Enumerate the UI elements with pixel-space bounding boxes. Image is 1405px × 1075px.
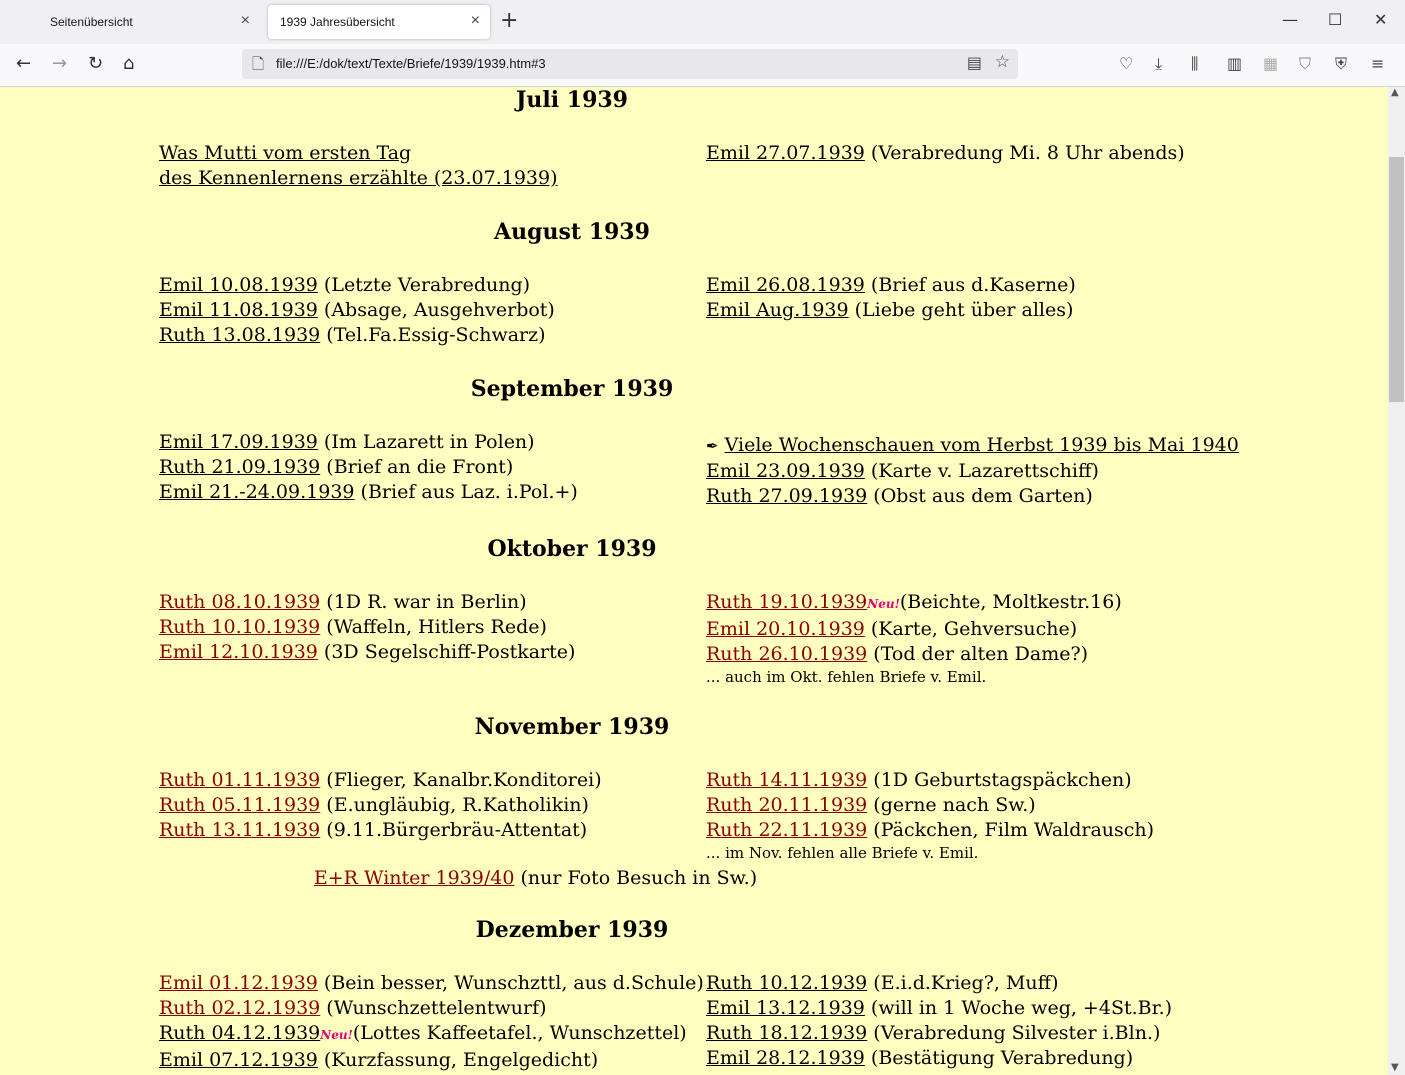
pocket-icon[interactable]: ♡ xyxy=(1119,54,1134,73)
list-item xyxy=(706,141,1185,166)
list-item xyxy=(706,642,1122,667)
letter-link[interactable]: Ruth 21.09.1939 xyxy=(159,456,321,478)
new-tab-icon[interactable]: + xyxy=(500,8,519,33)
letter-link[interactable]: Emil 01.12.1939 xyxy=(159,972,318,994)
letter-link[interactable]: Emil 28.12.1939 xyxy=(706,1047,865,1069)
letter-link[interactable]: Ruth 08.10.1939 xyxy=(159,591,321,613)
vertical-scrollbar[interactable] xyxy=(1388,87,1405,1075)
scroll-up-icon[interactable]: ▲ xyxy=(1391,87,1399,98)
back-icon[interactable]: ← xyxy=(16,53,32,74)
letter-description: (Im Lazarett in Polen) xyxy=(317,431,535,453)
winter-line xyxy=(0,867,1071,889)
letter-link[interactable]: Ruth 14.11.1939 xyxy=(706,769,868,791)
tab-label: 1939 Jahresübersicht xyxy=(280,15,395,29)
url-bar[interactable] xyxy=(242,49,1018,79)
letter-link[interactable]: Ruth 10.10.1939 xyxy=(159,616,321,638)
forward-icon[interactable]: → xyxy=(52,53,68,74)
letter-link[interactable]: Emil 20.10.1939 xyxy=(706,618,865,640)
letter-link[interactable]: Emil 26.08.1939 xyxy=(706,274,865,296)
letter-description: (Karte v. Lazarettschiff) xyxy=(864,460,1099,482)
letter-link[interactable]: Emil 07.12.1939 xyxy=(159,1049,318,1071)
list-item xyxy=(706,617,1122,642)
letter-description: (Beichte, Moltkestr.16) xyxy=(899,591,1122,613)
letter-description: (1D Geburtstagspäckchen) xyxy=(867,769,1132,791)
list-item xyxy=(159,430,578,455)
letter-link[interactable]: Emil 13.12.1939 xyxy=(706,997,865,1019)
list-item xyxy=(159,768,602,793)
letter-link[interactable]: Emil 12.10.1939 xyxy=(159,641,318,663)
winter-photo-link[interactable]: E+R Winter 1939/40 xyxy=(313,867,515,889)
month-heading: September 1939 xyxy=(470,376,674,402)
list-item xyxy=(706,768,1154,793)
list-item xyxy=(159,996,704,1021)
letter-description: (Liebe geht über alles) xyxy=(848,299,1074,321)
list-item xyxy=(159,273,555,298)
list-item xyxy=(159,480,578,505)
letter-link[interactable]: Emil 23.09.1939 xyxy=(706,460,865,482)
list-item xyxy=(706,996,1172,1021)
letter-link[interactable]: Emil 27.07.1939 xyxy=(706,142,865,164)
letter-link[interactable]: Ruth 02.12.1939 xyxy=(159,997,321,1019)
letter-link[interactable]: Was Mutti vom ersten Tag xyxy=(159,142,412,164)
missing-letters-note: ... im Nov. fehlen alle Briefe v. Emil. xyxy=(706,844,979,862)
wochenschau-link[interactable]: Viele Wochenschauen vom Herbst 1939 bis Mai 1940 xyxy=(724,434,1239,456)
letter-description: (Päckchen, Film Waldrausch) xyxy=(867,819,1155,841)
left-column xyxy=(159,971,704,1073)
month-heading: Juli 1939 xyxy=(515,87,628,113)
letter-description: (Brief aus Laz. i.Pol.+) xyxy=(354,481,578,503)
letter-description: (Kurzfassung, Engelgedicht) xyxy=(317,1049,599,1071)
letter-link[interactable]: Ruth 10.12.1939 xyxy=(706,972,868,994)
right-column xyxy=(706,971,1172,1071)
letter-description: (E.i.d.Krieg?, Muff) xyxy=(867,972,1059,994)
letter-description: (Bestätigung Verabredung) xyxy=(864,1047,1134,1069)
list-item xyxy=(159,323,555,348)
home-icon[interactable]: ⌂ xyxy=(123,53,135,74)
letter-description: (E.ungläubig, R.Katholikin) xyxy=(320,794,589,816)
letter-description: (Tel.Fa.Essig-Schwarz) xyxy=(320,324,546,346)
reload-icon[interactable]: ↻ xyxy=(88,53,104,74)
right-column xyxy=(706,141,1185,166)
letter-description: (Absage, Ausgehverbot) xyxy=(317,299,555,321)
letter-description: (Wunschzettelentwurf) xyxy=(320,997,547,1019)
letter-link[interactable]: Ruth 13.08.1939 xyxy=(159,324,321,346)
letter-description: (Waffeln, Hitlers Rede) xyxy=(320,616,547,638)
letter-link[interactable]: Ruth 13.11.1939 xyxy=(159,819,321,841)
list-item xyxy=(706,298,1076,323)
list-item xyxy=(159,793,602,818)
bookmark-star-icon[interactable]: ☆ xyxy=(994,52,1010,72)
protection-icon[interactable]: ⛨ xyxy=(1335,54,1348,73)
letter-link[interactable]: Emil 17.09.1939 xyxy=(159,431,318,453)
list-item xyxy=(159,818,602,843)
maximize-icon[interactable]: ☐ xyxy=(1328,10,1343,29)
scroll-down-icon[interactable]: ▼ xyxy=(1391,1062,1399,1073)
left-column xyxy=(159,430,578,505)
list-item xyxy=(706,273,1076,298)
letter-description: (Tod der alten Dame?) xyxy=(867,643,1089,665)
letter-link[interactable]: Ruth 19.10.1939 xyxy=(706,591,868,613)
list-item xyxy=(159,640,575,665)
letter-description: (Verabredung Silvester i.Bln.) xyxy=(867,1022,1161,1044)
new-badge: Neu! xyxy=(320,1028,353,1042)
winter-description: (nur Foto Besuch in Sw.) xyxy=(514,867,758,889)
page-icon: 🗋 xyxy=(252,55,265,73)
list-item xyxy=(159,615,575,640)
letter-description: (Bein besser, Wunschzttl, aus d.Schule) xyxy=(317,972,704,994)
tab-label: Seitenübersicht xyxy=(50,15,133,29)
download-icon[interactable]: ⤓ xyxy=(1155,54,1163,73)
letter-link[interactable]: des Kennenlernens erzählte (23.07.1939) xyxy=(159,167,558,189)
pen-icon: ✒ xyxy=(706,437,719,455)
month-heading: Dezember 1939 xyxy=(475,917,669,943)
minimize-icon[interactable]: — xyxy=(1282,10,1298,29)
month-heading: Oktober 1939 xyxy=(487,536,657,562)
tab-1939-jahresuebersicht[interactable] xyxy=(268,5,490,39)
menu-icon[interactable]: ≡ xyxy=(1371,54,1385,73)
list-item xyxy=(706,590,1122,617)
list-item xyxy=(159,590,575,615)
list-item xyxy=(159,971,704,996)
letter-description: (will in 1 Woche weg, +4St.Br.) xyxy=(864,997,1173,1019)
close-tab-icon[interactable]: × xyxy=(240,12,250,29)
list-item xyxy=(159,298,555,323)
list-item xyxy=(706,433,1239,459)
close-tab-icon[interactable]: × xyxy=(470,12,480,29)
month-heading: August 1939 xyxy=(494,219,650,245)
url-text[interactable]: file:///E:/dok/text/Texte/Briefe/1939/1939.htm#3 xyxy=(276,56,546,71)
tab-seitenuebersicht[interactable] xyxy=(38,5,260,39)
right-column xyxy=(706,433,1239,509)
left-column xyxy=(159,141,558,191)
left-column xyxy=(159,768,602,843)
new-badge: Neu! xyxy=(867,597,900,611)
list-item xyxy=(706,484,1239,509)
letter-link[interactable]: Emil 21.-24.09.1939 xyxy=(159,481,355,503)
letter-link[interactable]: Ruth 20.11.1939 xyxy=(706,794,868,816)
letter-link[interactable]: Ruth 27.09.1939 xyxy=(706,485,868,507)
list-item xyxy=(706,818,1154,843)
right-column xyxy=(706,590,1122,687)
letter-description: (1D R. war in Berlin) xyxy=(320,591,527,613)
list-item xyxy=(159,455,578,480)
left-column xyxy=(159,590,575,665)
window-close-icon[interactable]: ✕ xyxy=(1374,10,1388,29)
tab-bar xyxy=(0,0,1405,44)
list-item xyxy=(706,793,1154,818)
missing-letters-note: ... auch im Okt. fehlen Briefe v. Emil. xyxy=(706,668,987,686)
letter-description: (Obst aus dem Garten) xyxy=(867,485,1093,507)
library-icon[interactable]: ⫼ xyxy=(1191,54,1199,73)
reader-icon[interactable]: ▤ xyxy=(966,53,982,72)
month-heading: November 1939 xyxy=(474,714,670,740)
letter-link[interactable]: Emil 11.08.1939 xyxy=(159,299,318,321)
list-item xyxy=(706,1046,1172,1071)
letter-description: (3D Segelschiff-Postkarte) xyxy=(317,641,576,663)
list-item xyxy=(706,459,1239,484)
navigation-toolbar xyxy=(0,44,1405,87)
reader-view-icon[interactable]: ▦ xyxy=(1263,54,1279,73)
letter-link[interactable]: Emil 10.08.1939 xyxy=(159,274,318,296)
page-content xyxy=(0,87,1388,1075)
letter-link[interactable]: Ruth 05.11.1939 xyxy=(159,794,321,816)
letter-description: (Karte, Gehversuche) xyxy=(864,618,1078,640)
letter-description: (Lottes Kaffeetafel., Wunschzettel) xyxy=(352,1022,687,1044)
letter-description: (Brief an die Front) xyxy=(320,456,514,478)
letter-description: (Letzte Verabredung) xyxy=(317,274,531,296)
list-item xyxy=(706,1021,1172,1046)
letter-link[interactable]: Ruth 01.11.1939 xyxy=(159,769,321,791)
left-column xyxy=(159,273,555,348)
list-item xyxy=(706,971,1172,996)
letter-description: (Verabredung Mi. 8 Uhr abends) xyxy=(864,142,1185,164)
letter-description: (gerne nach Sw.) xyxy=(867,794,1036,816)
sidebar-icon[interactable]: ▥ xyxy=(1227,54,1243,73)
list-item xyxy=(159,1048,704,1073)
shield-icon[interactable]: ⛉ xyxy=(1299,54,1312,73)
letter-link[interactable]: Emil Aug.1939 xyxy=(706,299,849,321)
letter-description: (9.11.Bürgerbräu-Attentat) xyxy=(320,819,588,841)
right-column xyxy=(706,273,1076,323)
list-item xyxy=(159,1021,704,1048)
letter-link[interactable]: Ruth 18.12.1939 xyxy=(706,1022,868,1044)
letter-link[interactable]: Ruth 04.12.1939 xyxy=(159,1022,321,1044)
right-column xyxy=(706,768,1154,863)
scrollbar-thumb[interactable] xyxy=(1389,157,1404,402)
letter-description: (Brief aus d.Kaserne) xyxy=(864,274,1076,296)
letter-link[interactable]: Ruth 22.11.1939 xyxy=(706,819,868,841)
letter-description: (Flieger, Kanalbr.Konditorei) xyxy=(320,769,602,791)
letter-link[interactable]: Ruth 26.10.1939 xyxy=(706,643,868,665)
